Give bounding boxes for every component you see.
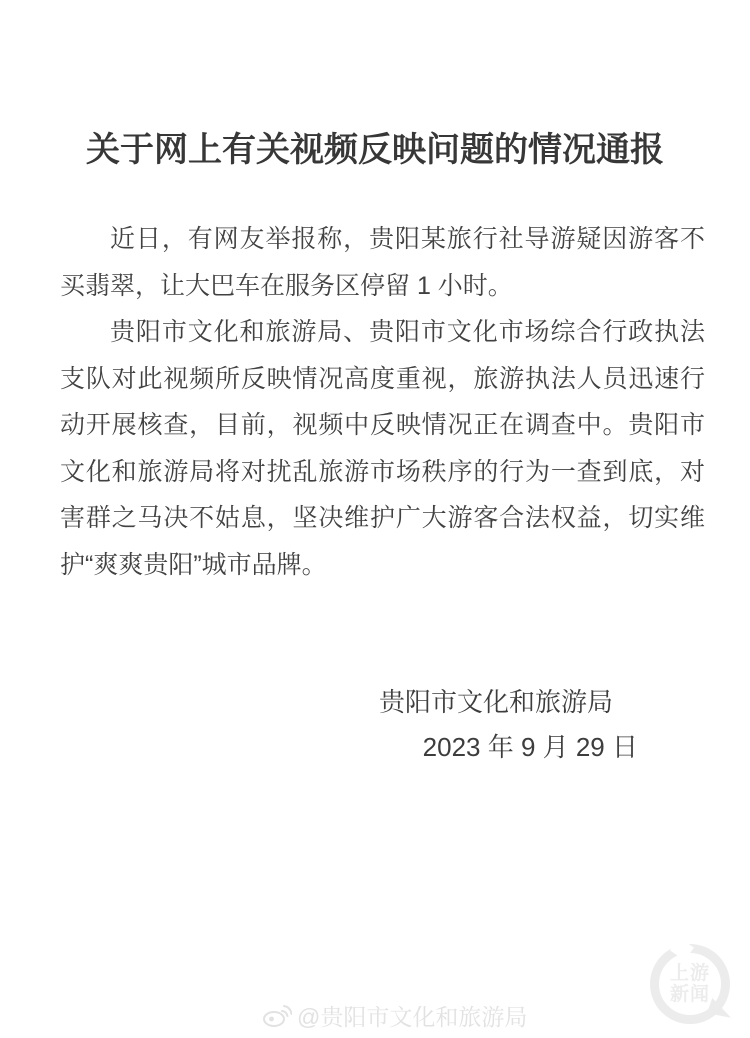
weibo-watermark	[262, 999, 527, 1032]
signature-line: 贵阳市文化和旅游局	[378, 687, 613, 717]
notice-paragraph: 近日，有网友举报称，贵阳某旅行社导游疑因游客不买翡翠，让大巴车在服务区停留 1 小时。	[60, 225, 705, 300]
notice-body	[60, 216, 705, 588]
weibo-handle: @贵阳市文化和旅游局	[297, 1004, 528, 1030]
date-line: 2023 年 9 月 29 日	[422, 732, 638, 762]
shangyou-news-logo	[650, 944, 730, 1024]
notice-paragraph: 贵阳市文化和旅游局、贵阳市文化市场综合行政执法支队对此视频所反映情况高度重视，旅游执法人员迅速行动开展核查，目前，视频中反映情况正在调查中。贵阳市文化和旅游局将对扰乱旅游市场秩序的行为一查到底，对害群之马决不姑息，坚决维护广大游客合法权益，切实维护“爽爽贵阳”城市品牌。	[60, 318, 705, 579]
logo-notch	[670, 937, 694, 960]
logo-text-line-2: 新闻	[669, 984, 710, 1005]
logo-text-line-1: 上游	[669, 963, 710, 984]
weibo-icon	[262, 1003, 292, 1028]
notice-title: 关于网上有关视频反映问题的情况通报	[86, 131, 664, 169]
